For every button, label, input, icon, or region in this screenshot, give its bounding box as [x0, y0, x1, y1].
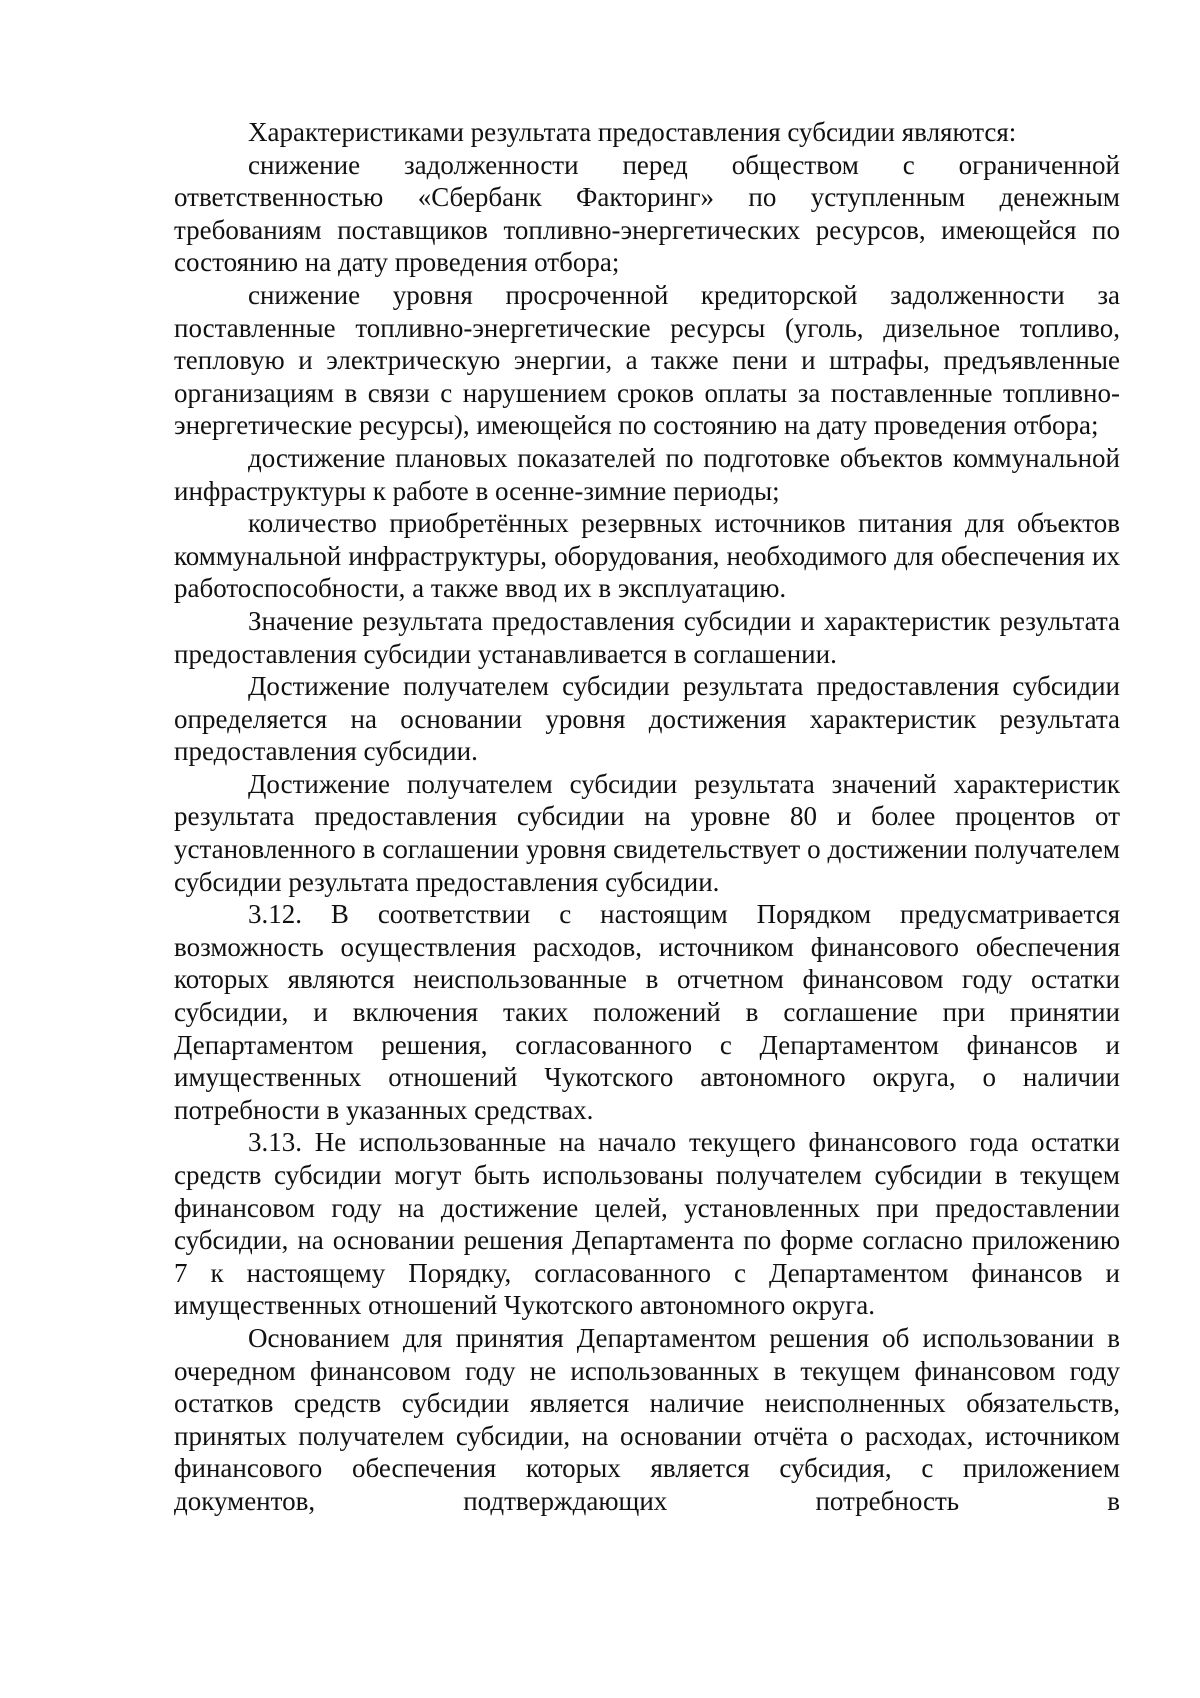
paragraph-result-value-agreement: Значение результата предоставления субсидии и характеристик результата предоставления субсидии устанавливается в соглашении.	[174, 605, 1120, 669]
paragraph-section-3-13: 3.13. Не использованные на начало текущего финансового года остатки средств субсидии могут быть использованы получателем субсидии в текущем финансовом году на достижение целей, установленных при предоставлении субсидии, на основании решения Департамента по форме согласно приложению 7 к настоящему Порядку, согласованного с Департаментом финансов и имущественных отношений Чукотского автономного округа.	[174, 1127, 1120, 1321]
paragraph-achievement-threshold: Достижение получателем субсидии результата значений характеристик результата предоставления субсидии на уровне 80 и более процентов от установленного в соглашении уровня свидетельствует о достижении получателем субсидии результата предоставления субсидии.	[174, 768, 1120, 897]
paragraph-basis-for-decision: Основанием для принятия Департаментом решения об использовании в очередном финансовом году не использованных в текущем финансовом году остатков средств субсидии является наличие неисполненных обязательств, принятых получателем субсидии, на основании отчёта о расходах, источником финансового обеспечения которых является субсидия, с приложением документов, подтверждающих потребность в	[174, 1322, 1120, 1516]
paragraph-section-3-12: 3.12. В соответствии с настоящим Порядком предусматривается возможность осуществления расходов, источником финансового обеспечения которых являются неиспользованные в отчетном финансовом году остатки субсидии, и включения таких положений в соглашение при принятии Департаментом решения, согласованного с Департаментом финансов и имущественных отношений Чукотского автономного округа, о наличии потребности в указанных средствах.	[174, 899, 1120, 1125]
paragraph-backup-power-sources: количество приобретённых резервных источников питания для объектов коммунальной инфраструктуры, оборудования, необходимого для обеспечения их работоспособности, а также ввод их в эксплуатацию.	[174, 508, 1120, 604]
paragraph-planned-indicators: достижение плановых показателей по подготовке объектов коммунальной инфраструктуры к работе в осенне-зимние периоды;	[174, 442, 1120, 506]
document-body	[174, 116, 1120, 1518]
paragraph-overdue-debt-reduction: снижение уровня просроченной кредиторской задолженности за поставленные топливно-энергетические ресурсы (уголь, дизельное топливо, тепловую и электрическую энергии, а также пени и штрафы, предъявленные организациям в связи с нарушением сроков оплаты за поставленные топливно-энергетические ресурсы), имеющейся по состоянию на дату проведения отбора;	[174, 279, 1120, 441]
paragraph-debt-reduction-factoring: снижение задолженности перед обществом с ограниченной ответственностью «Сбербанк Факторинг» по уступленным денежным требованиям поставщиков топливно-энергетических ресурсов, имеющейся по состоянию на дату проведения отбора;	[174, 149, 1120, 278]
paragraph-result-achievement-definition: Достижение получателем субсидии результата предоставления субсидии определяется на основании уровня достижения характеристик результата предоставления субсидии.	[174, 671, 1120, 767]
paragraph-result-characteristics-intro: Характеристиками результата предоставления субсидии являются:	[248, 117, 1017, 147]
